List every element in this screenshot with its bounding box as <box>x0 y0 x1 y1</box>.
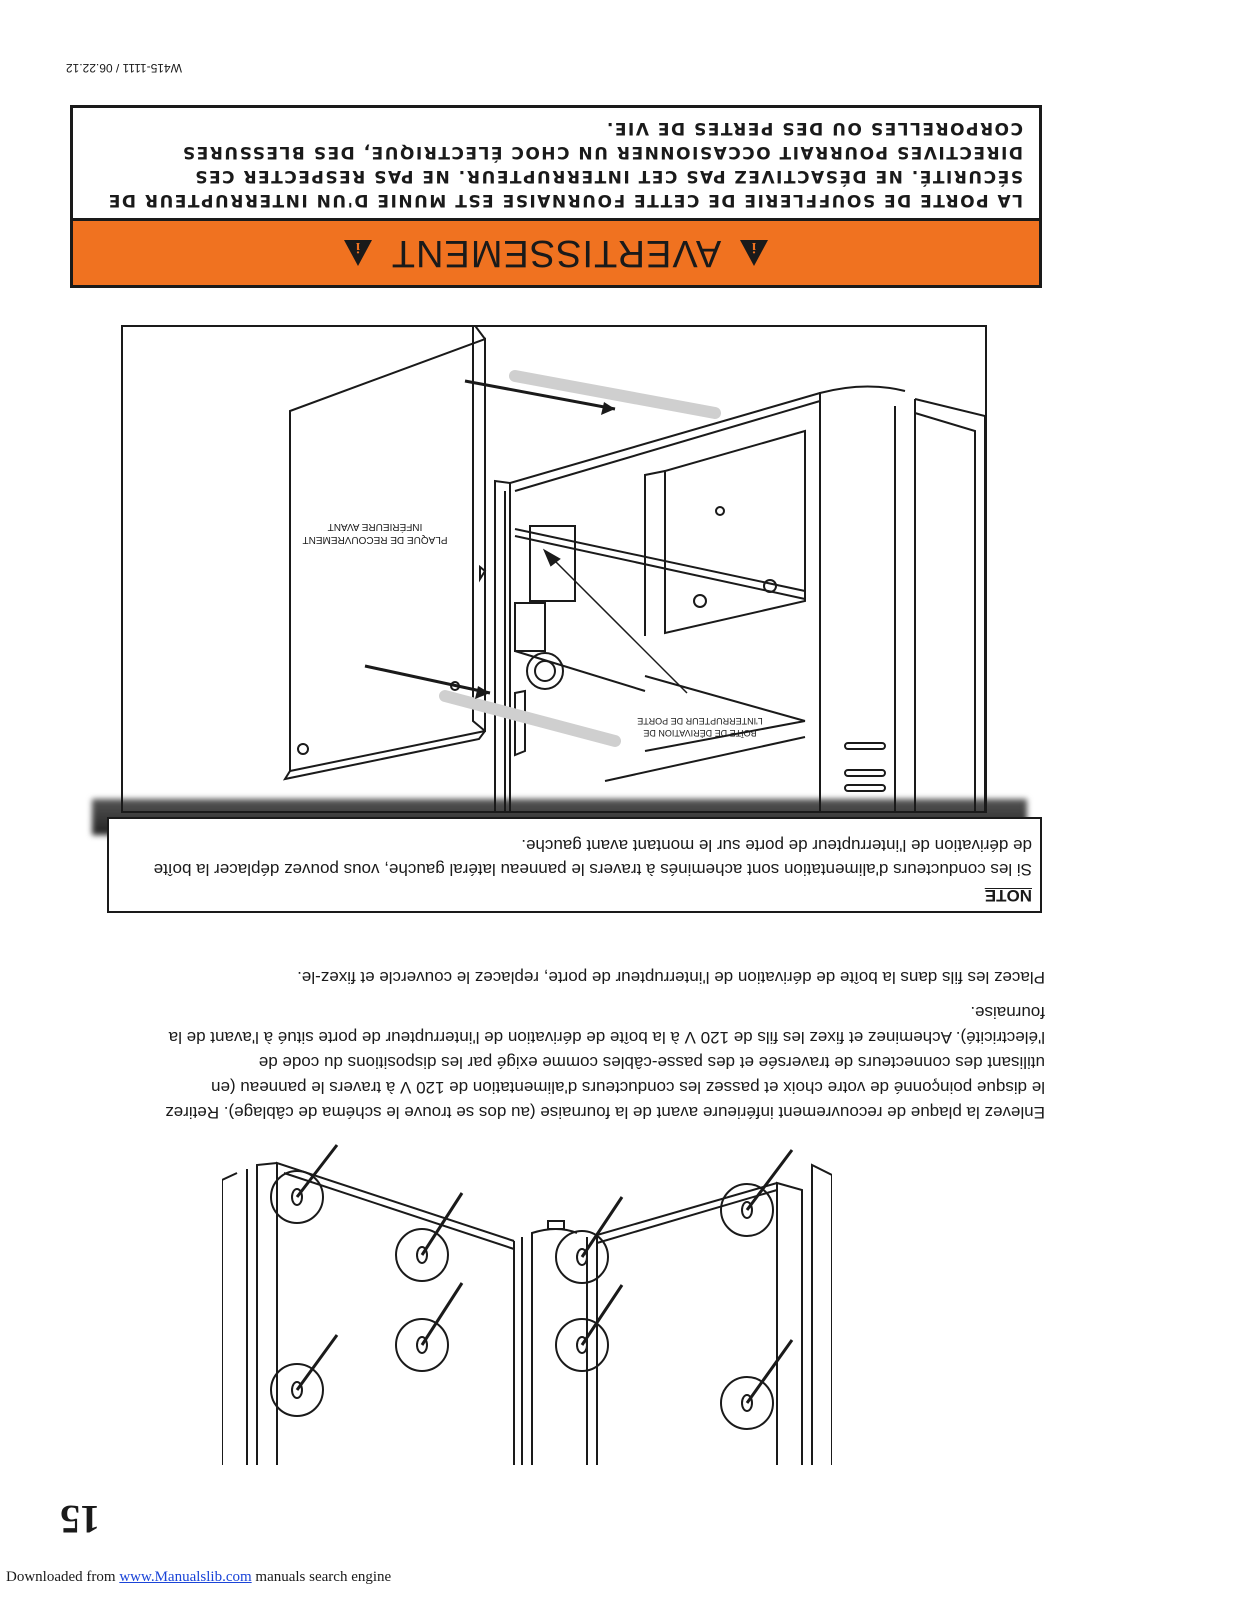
furnace-figure <box>121 325 987 813</box>
instruction-paragraph-1 <box>165 1000 1045 1125</box>
page-number: 15 <box>60 1497 100 1542</box>
instruction-text-1: Enlevez la plaque de recouvrement inférieure avant de la fournaise (au dos se trouve le schéma de câblage). Retirez le disque poinçonné de votre choix et passez les conducteurs d'alimentation de 120 V à travers le panneau (en utilisant des connecteurs de traversée et des passe-câbles comme exigé par les dispositions du code de l'électricité). Acheminez et fixez les fils de 120 V à la boîte de dérivation de l'interrupteur de porte situé à l'avant de la fournaise. <box>165 1003 1045 1122</box>
document-id: W415-1111 / 06.22.12 <box>65 61 182 75</box>
warning-title: AVERTISSEMENT <box>390 232 722 275</box>
manualslib-link[interactable]: www.Manualslib.com <box>119 1569 252 1585</box>
warning-text: LA PORTE DE SOUFFLERIE DE CETTE FOURNAISE EST MUNIE D'UN INTERRUPTEUR DE SÉCURITÉ. NE DÉSACTIVEZ PAS CET INTERRUPTEUR. NE PAS RESPECTER CES DIRECTIVES POURRAIT OCCASIONNER UN CHOC ÉLECTRIQUE, DES BLESSURES CORPORELLES OU DES PERTES DE VIE. <box>107 118 1023 210</box>
cover-plate-label <box>285 520 465 546</box>
knockout-diagram <box>222 1135 832 1465</box>
instruction-paragraph-2 <box>165 965 1045 990</box>
junction-box-label <box>615 715 785 739</box>
footer-prefix: Downloaded from <box>6 1569 116 1585</box>
note-box <box>107 817 1042 913</box>
instruction-text-2: Placez les fils dans la boîte de dérivation de l'interrupteur de porte, replacez le couvercle et fixez-le. <box>297 968 1045 987</box>
cover-plate-label-line2: INFÉRIEURE AVANT <box>327 521 423 532</box>
cover-plate-label-line1: PLAQUE DE RECOUVREMENT <box>302 534 448 545</box>
warning-box <box>70 105 1042 288</box>
warning-triangle-icon <box>739 239 769 267</box>
junction-box-label-line2: L'INTERRUPTEUR DE PORTE <box>637 716 763 726</box>
svg-text:i: i <box>752 239 757 255</box>
footer-suffix: manuals search engine <box>255 1569 392 1585</box>
warning-triangle-icon <box>343 239 373 267</box>
furnace-illustration <box>121 325 985 811</box>
download-footer <box>6 1569 391 1586</box>
note-title: NOTE <box>984 886 1032 905</box>
note-text: Si les conducteurs d'alimentation sont acheminés à travers le panneau latéral gauche, vous pouvez déplacer la boîte de dérivation de l'interrupteur de porte sur le montant avant gauche. <box>153 836 1032 879</box>
svg-text:i: i <box>355 239 360 255</box>
warning-header <box>73 218 1039 285</box>
junction-box-label-line1: BOÎTE DE DÉRIVATION DE <box>643 728 757 738</box>
